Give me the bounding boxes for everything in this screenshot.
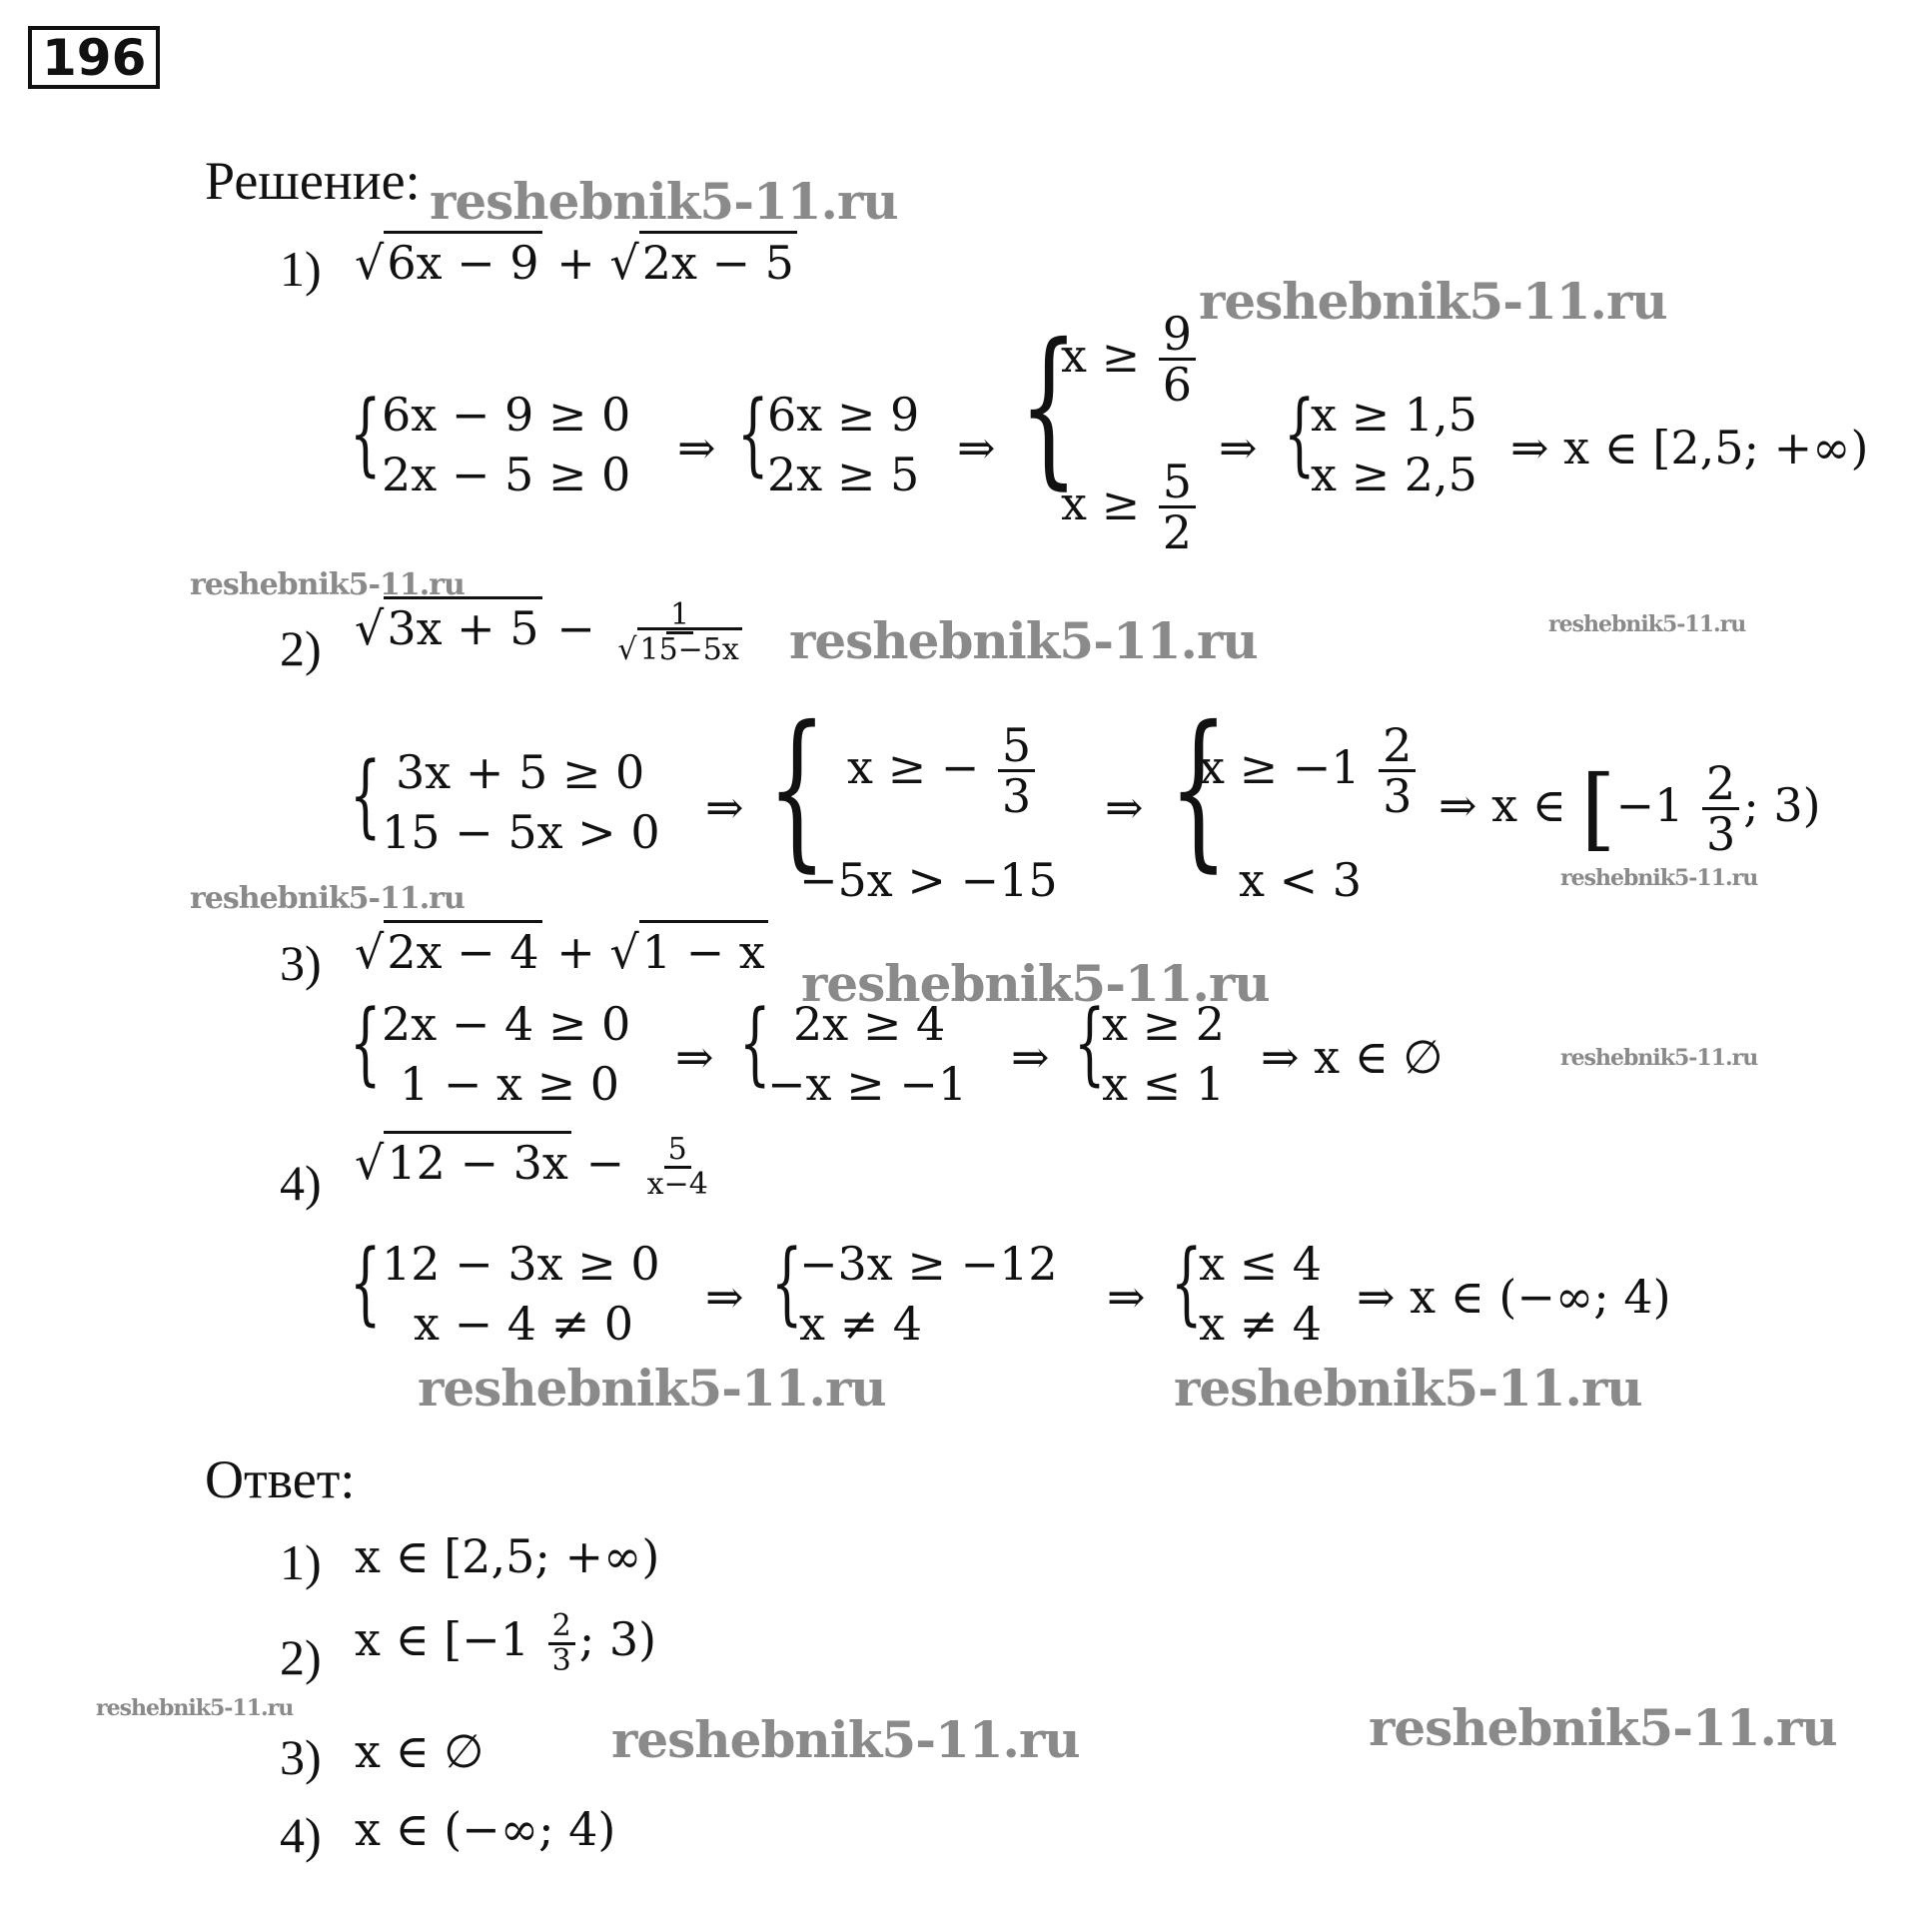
part-number: 1) [280, 241, 322, 297]
answer-text [355, 1610, 656, 1676]
answer-number: 4) [280, 1807, 322, 1863]
part-number: 3) [280, 935, 322, 991]
system [767, 997, 968, 1111]
answer-text: x ∈ [2,5; +∞) [355, 1529, 660, 1583]
result: ⇒ x ∈ ∅ [1261, 1030, 1444, 1084]
watermark: reshebnik5-11.ru [1369, 1698, 1837, 1757]
result: ⇒ x ∈ [2,5; +∞) [1510, 421, 1869, 475]
watermark: reshebnik5-11.ru [96, 1695, 294, 1721]
watermark: reshebnik5-11.ru [418, 1359, 886, 1418]
inequality: 2x ≥ 5 [767, 448, 920, 501]
denominator: x−4 [646, 1166, 708, 1202]
watermark: reshebnik5-11.ru [1560, 1045, 1758, 1071]
numerator: 5 [998, 721, 1035, 772]
operator: + [556, 236, 595, 290]
numerator: 1 [666, 599, 693, 634]
operator: − [585, 1136, 625, 1190]
inequality: x ≠ 4 [1199, 1297, 1322, 1351]
inequality: 12 − 3x ≥ 0 [382, 1237, 660, 1291]
inequality: 1 − x ≥ 0 [400, 1057, 620, 1111]
watermark: reshebnik5-11.ru [611, 1710, 1080, 1769]
inequality: x ≥ [1061, 476, 1141, 530]
inequality: −3x ≥ −12 [799, 1237, 1058, 1291]
denominator: 6 [1162, 358, 1193, 413]
watermark: reshebnik5-11.ru [190, 881, 465, 916]
denominator: 15−5x [637, 627, 742, 667]
system-brace: { [1284, 382, 1316, 486]
answer-tail: ; 3) [578, 1612, 657, 1666]
system-brace: { [350, 743, 382, 848]
system-brace: { [1171, 1231, 1203, 1336]
operator: + [556, 925, 595, 979]
numerator: 2 [548, 1610, 575, 1645]
result [1439, 755, 1821, 862]
inequality: 2x − 4 ≥ 0 [382, 997, 631, 1051]
inequality: −5x > −15 [799, 853, 1058, 907]
operator: − [556, 601, 595, 655]
inequality: x ≥ 2 [1102, 997, 1225, 1051]
problem-number-box: 196 [28, 26, 160, 89]
result-tail: ; 3) [1743, 777, 1821, 832]
inequality: 2x ≥ 4 [793, 997, 946, 1051]
result: ⇒ x ∈ (−∞; 4) [1357, 1270, 1671, 1324]
inequality: x ≤ 4 [1199, 1237, 1322, 1291]
system [382, 745, 660, 859]
system-brace: { [1019, 308, 1079, 505]
system [382, 1237, 660, 1351]
implies-arrow: ⇒ [677, 421, 716, 475]
watermark: reshebnik5-11.ru [1560, 865, 1758, 891]
watermark: reshebnik5-11.ru [430, 172, 898, 231]
numerator: 2 [1702, 759, 1739, 810]
denominator: 3 [1383, 769, 1413, 824]
implies-arrow: ⇒ [705, 1270, 744, 1324]
system-brace: { [1169, 690, 1229, 888]
watermark: reshebnik5-11.ru [1548, 611, 1746, 637]
radicand: 2x − 5 [639, 231, 797, 290]
part-expression: √2x − 4 + √1 − x [355, 929, 768, 975]
numerator: 5 [1159, 458, 1196, 508]
part-number: 2) [280, 620, 322, 676]
inequality: 6x − 9 ≥ 0 [382, 388, 631, 442]
inequality: x ≥ − [847, 739, 980, 794]
inequality: x < 3 [1239, 853, 1362, 907]
inequality: 2x − 5 ≥ 0 [382, 448, 631, 501]
inequality: x ≤ 1 [1102, 1057, 1225, 1111]
denominator: 3 [1001, 769, 1032, 824]
inequality: x ≥ [1061, 328, 1141, 383]
system [1311, 388, 1477, 501]
system-brace: { [739, 991, 771, 1096]
system [799, 1237, 1058, 1351]
radicand: 2x − 4 [384, 920, 541, 979]
inequality-fraction [847, 718, 1039, 824]
inequality-fraction [1061, 307, 1200, 413]
implies-arrow: ⇒ [1105, 780, 1144, 834]
system-brace: { [1074, 991, 1106, 1096]
implies-arrow: ⇒ [1011, 1030, 1050, 1084]
system-brace: { [771, 1231, 803, 1336]
system [1199, 1237, 1322, 1351]
part-expression: √3x + 5 − $\frac{1}{√ 15-5x}$ [355, 599, 750, 665]
system [382, 388, 631, 501]
denominator: 3 [1705, 807, 1736, 862]
radicand: 1 − x [639, 920, 768, 979]
inequality-fraction [1199, 718, 1420, 824]
answer-label: Ответ: [205, 1449, 356, 1509]
numerator: 5 [664, 1134, 691, 1169]
system-brace: { [737, 382, 769, 486]
part-number: 4) [280, 1155, 322, 1211]
bracket: [ [1580, 755, 1616, 861]
inequality: 6x ≥ 9 [767, 388, 920, 442]
implies-arrow: ⇒ [1107, 1270, 1146, 1324]
inequality: 3x + 5 ≥ 0 [396, 745, 645, 799]
denominator: 2 [1162, 505, 1193, 560]
inequality: x ≠ 4 [799, 1297, 922, 1351]
implies-arrow: ⇒ [1219, 421, 1258, 475]
numerator: 2 [1379, 721, 1416, 772]
answer-prefix: x ∈ [−1 [355, 1612, 529, 1666]
inequality: x ≥ −1 [1199, 739, 1361, 794]
answer-number: 1) [280, 1534, 322, 1590]
system-brace: { [350, 1231, 382, 1336]
radicand: 3x + 5 [384, 596, 541, 655]
answer-number: 2) [280, 1629, 322, 1685]
watermark: reshebnik5-11.ru [1174, 1359, 1642, 1418]
system-brace: { [767, 690, 827, 888]
watermark: reshebnik5-11.ru [190, 567, 465, 602]
system [767, 388, 920, 501]
inequality: x ≥ 2,5 [1311, 448, 1477, 501]
answer-number: 3) [280, 1729, 322, 1785]
result-value: −1 [1615, 777, 1684, 832]
inequality-fraction [1061, 455, 1200, 560]
answer-text: x ∈ (−∞; 4) [355, 1802, 616, 1856]
implies-arrow: ⇒ [705, 780, 744, 834]
watermark: reshebnik5-11.ru [1199, 272, 1667, 331]
answer-text: x ∈ ∅ [355, 1724, 484, 1778]
part-expression: √12 − 3x − $\frac{5}{x-4}$ [355, 1134, 716, 1200]
implies-arrow: ⇒ [957, 421, 996, 475]
denominator: 3 [551, 1642, 571, 1678]
watermark: reshebnik5-11.ru [789, 611, 1258, 670]
radicand: 6x − 9 [384, 231, 541, 290]
inequality: 15 − 5x > 0 [382, 805, 660, 859]
system [1102, 997, 1225, 1111]
numerator: 9 [1159, 310, 1196, 361]
part-expression: √6x − 9 + √2x − 5 [355, 240, 797, 286]
result-prefix: ⇒ x ∈ [1439, 777, 1566, 832]
implies-arrow: ⇒ [675, 1030, 714, 1084]
system-brace: { [350, 991, 382, 1096]
watermark: reshebnik5-11.ru [801, 954, 1270, 1013]
system [382, 997, 631, 1111]
solution-label: Решение: [205, 151, 421, 211]
inequality: −x ≥ −1 [767, 1057, 968, 1111]
inequality: x − 4 ≠ 0 [414, 1297, 634, 1351]
inequality: x ≥ 1,5 [1311, 388, 1477, 442]
system-brace: { [350, 382, 382, 486]
radicand: 12 − 3x [384, 1131, 571, 1190]
